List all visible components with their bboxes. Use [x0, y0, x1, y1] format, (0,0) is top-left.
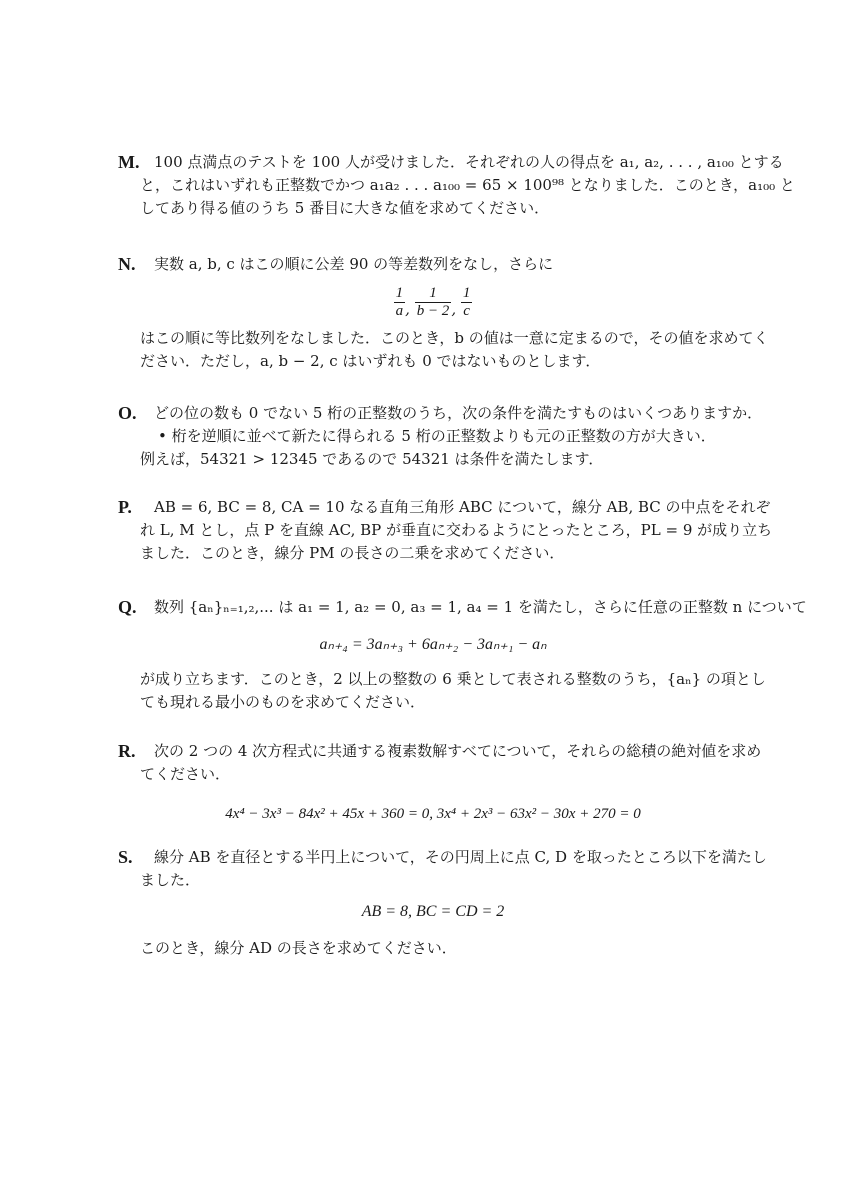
problem-q [118, 596, 807, 714]
recurrence-equation: aₙ₊₄ = 3aₙ₊₃ + 6aₙ₊₂ − 3aₙ₊₁ − aₙ [319, 636, 547, 653]
denominator: a [395, 303, 404, 319]
problem-p [118, 496, 773, 565]
problem-text-line: 100 点満点のテストを 100 人が受けました．それぞれの人の得点を a₁, a₂, . . . , a₁₀₀ とする [154, 153, 784, 171]
comma: , [451, 300, 457, 318]
problem-text-line: ださい．ただし，a, b − 2, c はいずれも 0 ではないものとします． [140, 352, 601, 370]
fraction [415, 285, 452, 320]
problem-text-line: してあり得る値のうち 5 番目に大きな値を求めてください． [140, 199, 550, 217]
problem-label: O. [118, 403, 137, 423]
length-conditions: AB = 8, BC = CD = 2 [361, 903, 505, 920]
problem-label: P. [118, 497, 132, 517]
problem-text-line: ても現れる最小のものを求めてください． [140, 693, 426, 711]
problem-text-line: と，これはいずれも正整数でかつ a₁a₂ . . . a₁₀₀ = 65 × 100⁹⁸ となりました．このとき，a₁₀₀ と [140, 176, 795, 194]
problem-r [118, 740, 762, 826]
problem-label: S. [118, 847, 133, 867]
problem-text-line: 実数 a, b, c はこの順に公差 90 の等差数列をなし，さらに [154, 255, 554, 273]
problem-s [118, 846, 767, 960]
problem-label: Q. [118, 597, 137, 617]
problem-text-line: このとき，線分 AD の長さを求めてください． [140, 939, 457, 957]
problem-m [118, 151, 795, 220]
denominator: c [461, 302, 473, 320]
problem-text-line: 例えば，54321 > 12345 であるので 54321 は条件を満たします． [140, 450, 604, 468]
problem-text-line: が成り立ちます．このとき，2 以上の整数の 6 乗として表される整数のうち，{aₙ} の項とし [140, 670, 766, 688]
problem-text-line: はこの順に等比数列をなしました．このとき，b の値は一意に定まるので，その値を求めてく [140, 329, 769, 347]
problem-text-line: てください． [140, 765, 231, 783]
comma: , [405, 300, 410, 318]
numerator: 1 [395, 285, 404, 301]
problem-text-line: ました． [140, 871, 201, 889]
problem-label: N. [118, 254, 136, 274]
fraction [394, 285, 406, 320]
fraction [461, 285, 473, 320]
problem-label: R. [118, 741, 136, 761]
problem-text-line: れ L, M とし，点 P を直線 AC, BP が垂直に交わるようにとったところ，PL = 9 が成り立ち [140, 521, 773, 539]
problem-text-line: どの位の数も 0 でない 5 桁の正整数のうち，次の条件を満たすものはいくつありますか． [154, 404, 763, 422]
problem-text-line: 線分 AB を直径とする半円上について，その円周上に点 C, D を取ったところ以下を満たし [154, 848, 767, 866]
problem-text-line: ました．このとき，線分 PM の長さの二乗を求めてください． [140, 544, 565, 562]
problem-text-line: 次の 2 つの 4 次方程式に共通する複素数解すべてについて，それらの総積の絶対値を求め [154, 742, 762, 760]
problem-n [118, 253, 769, 373]
fraction-sequence [118, 284, 748, 321]
condition-bullet: • 桁を逆順に並べて新たに得られる 5 桁の正整数よりも元の正整数の方が大きい． [158, 427, 716, 445]
problem-o [118, 402, 763, 471]
problem-label: M. [118, 152, 140, 172]
problem-text-line: AB = 6, BC = 8, CA = 10 なる直角三角形 ABC について，線分 AB, BC の中点をそれぞ [154, 498, 771, 516]
quartic-equations: 4x⁴ − 3x³ − 84x² + 45x + 360 = 0, 3x⁴ + 2x³ − 63x² − 30x + 270 = 0 [225, 806, 641, 822]
denominator: b − 2 [416, 303, 450, 319]
problem-text-line: 数列 {aₙ}ₙ₌₁,₂,... は a₁ = 1, a₂ = 0, a₃ = 1, a₄ = 1 を満たし，さらに任意の正整数 n について [154, 598, 807, 616]
numerator: 1 [429, 285, 437, 301]
numerator: 1 [462, 285, 471, 301]
